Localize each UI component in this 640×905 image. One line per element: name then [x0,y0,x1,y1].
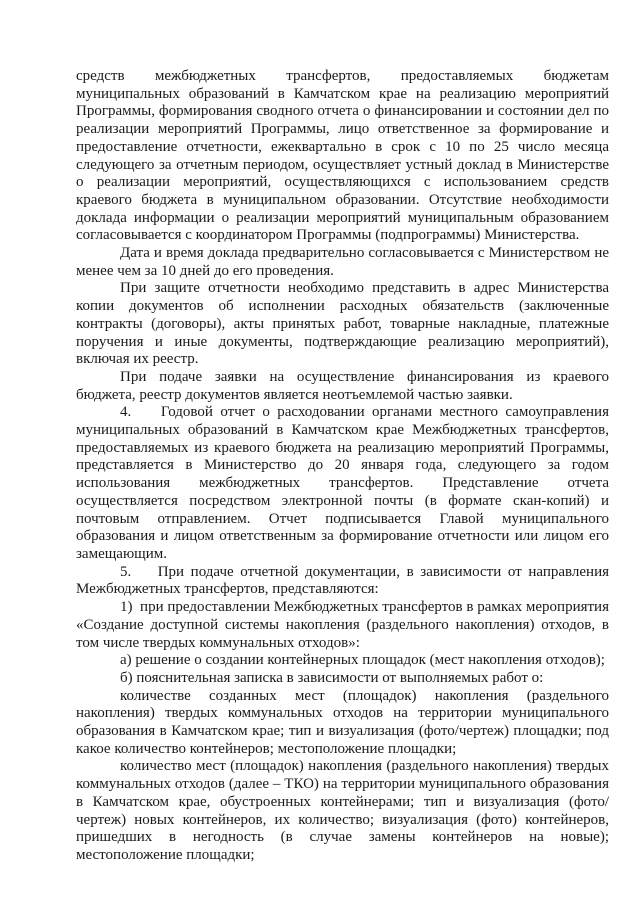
paragraph-subitem-1: 1) при предоставлении Межбюджетных трансфертов в рамках мероприятия «Создание доступной системы накопления (раздельного накопления) отходов, в том числе твердых коммунальных отходов»: [76,599,609,651]
paragraph-subitem-b: б) пояснительная записка в зависимости от выполняемых работ о: [120,669,544,686]
paragraph-created-sites: количестве созданных мест (площадок) накопления (раздельного накопления) твердых коммунальных отходов на территории муниципального образования в Камчатском крае; тип и визуализация (фото/чертеж) площадки; под какое количество контейнеров; местоположение площадки; [76,687,609,757]
paragraph-transfers-report: средств межбюджетных трансфертов, предоставляемых бюджетам муниципальных образований в Камчатском крае на реализацию мероприятий Программы, формирования сводного отчета о финансировании и состоянии дел по реализации мероприятий Программы, лицо ответственное за формирование и предоставление отчетности, ежеквартально в срок с 10 по 25 число месяца следующего за отчетным периодом, осуществляет устный доклад в Министерстве о реализации мероприятий, осуществляющихся с использованием средств краевого бюджета в муниципальном образовании. Отсутствие необходимости доклада информации о реализации мероприятий муниципальным образованием согласовывается с координатором Программы (подпрограммы) Министерства. [76,68,609,244]
paragraph-equipped-sites: количество мест (площадок) накопления (раздельного накопления) твердых коммунальных отходов (далее – ТКО) на территории муниципального образования в Камчатском крае, обустроенных контейнерами; тип и визуализация (фото/чертеж) новых контейнеров, их количество; визуализация (фото) контейнеров, пришедших в негодность (в случае замены контейнеров на новые); местоположение площадки; [76,758,609,863]
paragraph-item-4-annual-report: 4. Годовой отчет о расходовании органами местного самоуправления муниципальных образований в Камчатском крае Межбюджетных трансфертов, предоставляемых из краевого бюджета на реализацию мероприятий Программы, представляется в Министерство до 20 января года, следующего за годом использования межбюджетных трансфертов. Представление отчета осуществляется посредством электронной почты (в формате скан-копий) и почтовым отправлением. Отчет подписывается Главой муниципального образования и лицом ответственным за формирование отчетности или лицом его замещающим. [76,404,609,562]
document-page [76,68,609,865]
paragraph-item-5-documentation: 5. При подаче отчетной документации, в зависимости от направления Межбюджетных трансфертов, представляются: [76,563,609,598]
paragraph-report-date: Дата и время доклада предварительно согласовывается с Министерством не менее чем за 10 дней до его проведения. [76,245,609,279]
paragraph-subitem-a: а) решение о создании контейнерных площадок (мест накопления отходов); [120,652,605,669]
paragraph-funding-request: При подаче заявки на осуществление финансирования из краевого бюджета, реестр документов является неотъемлемой частью заявки. [76,368,609,403]
paragraph-report-defense: При защите отчетности необходимо представить в адрес Министерства копии документов об исполнении расходных обязательств (заключенные контракты (договоры), акты принятых работ, товарные накладные, платежные поручения и иные документы, подтверждающие реализацию мероприятий), включая их реестр. [76,280,609,368]
